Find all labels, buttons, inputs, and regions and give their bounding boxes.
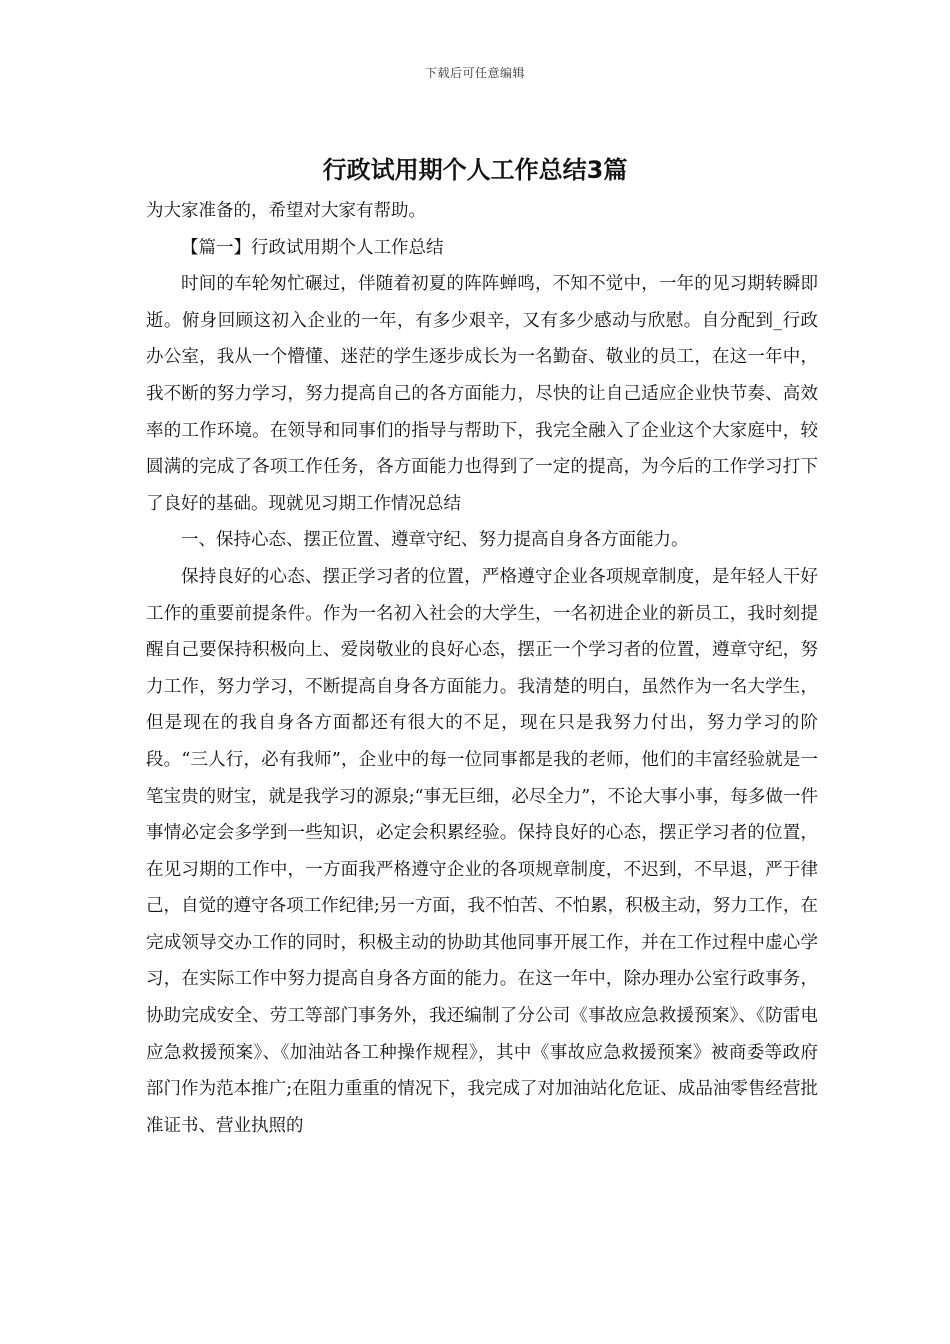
document-title: 行政试用期个人工作总结3篇 [322,156,628,184]
body-paragraph: 时间的车轮匆忙碾过，伴随着初夏的阵阵蝉鸣，不知不觉中，一年的见习期转瞬即逝。俯身回顾这初入企业的一年，有多少艰辛，又有多少感动与欣慰。自分配到_行政办公室，我从一个懵懂、迷茫的学生逐步成长为一名勤奋、敬业的员工，在这一年中，我不断的努力学习，努力提高自己的各方面能力，尽快的让自己适应企业快节奏、高效率的工作环境。在领导和同事们的指导与帮助下，我完全融入了企业这个大家庭中，较圆满的完成了各项工作任务，各方面能力也得到了一定的提高，为今后的工作学习打下了良好的基础。现就见习期工作情况总结 [146,274,818,514]
section-heading: 【篇一】行政试用期个人工作总结 [181,237,444,258]
intro-paragraph: 为大家准备的，希望对大家有帮助。 [146,201,426,221]
body-paragraph: 保持良好的心态、摆正学习者的位置，严格遵守企业各项规章制度，是年轻人干好工作的重要前提条件。作为一名初入社会的大学生，一名初进企业的新员工，我时刻提醒自己要保持积极向上、爱岗敬业的良好心态，摆正一个学习者的位置，遵章守纪，努力工作，努力学习，不断提高自身各方面能力。我清楚的明白，虽然作为一名大学生，但是现在的我自身各方面都还有很大的不足，现在只是我努力付出，努力学习的阶段。“三人行，必有我师”，企业中的每一位同事都是我的老师，他们的丰富经验就是一笔宝贵的财宝，就是我学习的源泉;“事无巨细，必尽全力”，不论大事小事，每多做一件事情必定会多学到一些知识，必定会积累经验。保持良好的心态，摆正学习者的位置，在见习期的工作中，一方面我严格遵守企业的各项规章制度，不迟到，不早退，严于律己，自觉的遵守各项工作纪律;另一方面，我不怕苦、不怕累，积极主动，努力工作，在完成领导交办工作的同时，积极主动的协助其他同事开展工作，并在工作过程中虚心学习，在实际工作中努力提高自身各方面的能力。在这一年中，除办理办公室行政事务，协助完成安全、劳工等部门事务外，我还编制了分公司《事故应急救援预案》、《防雷电应急救援预案》、《加油站各工种操作规程》，其中《事故应急救援预案》被商委等政府部门作为范本推广;在阻力重重的情况下，我完成了对加油站化危证、成品油零售经营批准证书、营业执照的 [146,566,818,1136]
subsection-heading: 一、保持心态、摆正位置、遵章守纪、努力提高自身各方面能力。 [181,530,689,551]
document-body [146,193,818,1144]
header-note: 下载后可任意编辑 [424,66,525,80]
